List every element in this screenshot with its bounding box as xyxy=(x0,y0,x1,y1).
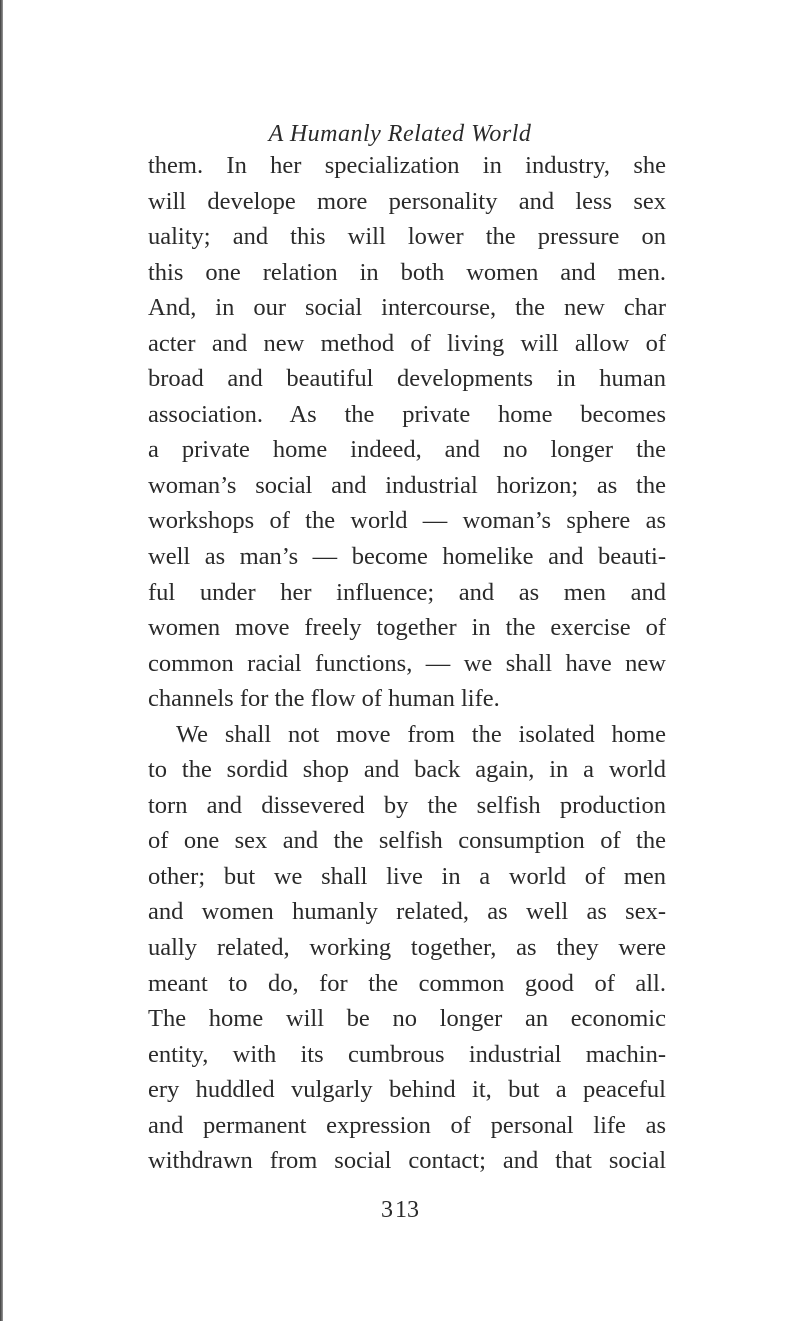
text-line: association. As the private home becomes xyxy=(148,400,666,428)
text-line: and permanent expression of personal life as xyxy=(148,1111,666,1139)
scan-edge-shadow xyxy=(0,0,3,1321)
text-line: uality; and this will lower the pressure on xyxy=(148,223,666,251)
text-line: ually related, working together, as they were xyxy=(148,934,666,962)
text-line: this one relation in both women and men. xyxy=(148,258,666,286)
text-line: women move freely together in the exercise of xyxy=(148,614,666,642)
body-text xyxy=(148,148,666,1179)
text-line: will develope more personality and less sex xyxy=(148,187,666,215)
text-line: them. In her specialization in industry, she xyxy=(148,152,666,179)
text-line: ery huddled vulgarly behind it, but a peaceful xyxy=(148,1076,666,1104)
text-line: meant to do, for the common good of all. xyxy=(148,969,666,997)
page-number: 3 13 xyxy=(380,1197,419,1223)
running-head: A Humanly Related World xyxy=(268,121,532,147)
text-line: withdrawn from social contact; and that social xyxy=(148,1147,666,1175)
text-line: common racial functions, — we shall have new xyxy=(148,649,666,677)
paragraph-end-line: channels for the flow of human life. xyxy=(148,685,500,713)
text-line: of one sex and the selfish consumption of the xyxy=(148,827,666,855)
paragraph-first-line: We shall not move from the isolated home xyxy=(176,720,666,748)
text-line: and women humanly related, as well as sex- xyxy=(148,898,666,926)
text-line: other; but we shall live in a world of men xyxy=(148,862,666,890)
text-line: torn and dissevered by the selfish production xyxy=(148,791,666,819)
text-line: workshops of the world — woman’s sphere as xyxy=(148,507,666,535)
text-line: ful under her influence; and as men and xyxy=(148,578,666,606)
text-line: And, in our social intercourse, the new char xyxy=(148,294,666,322)
text-line: woman’s social and industrial horizon; as the xyxy=(148,471,666,499)
text-line: a private home indeed, and no longer the xyxy=(148,436,666,464)
text-line: The home will be no longer an economic xyxy=(148,1005,666,1033)
text-line: to the sordid shop and back again, in a world xyxy=(148,756,666,784)
text-line: well as man’s — become homelike and beauti- xyxy=(148,543,666,571)
text-line: broad and beautiful developments in human xyxy=(148,365,666,393)
text-line: entity, with its cumbrous industrial machin- xyxy=(148,1040,666,1068)
text-line: acter and new method of living will allow of xyxy=(148,329,666,357)
